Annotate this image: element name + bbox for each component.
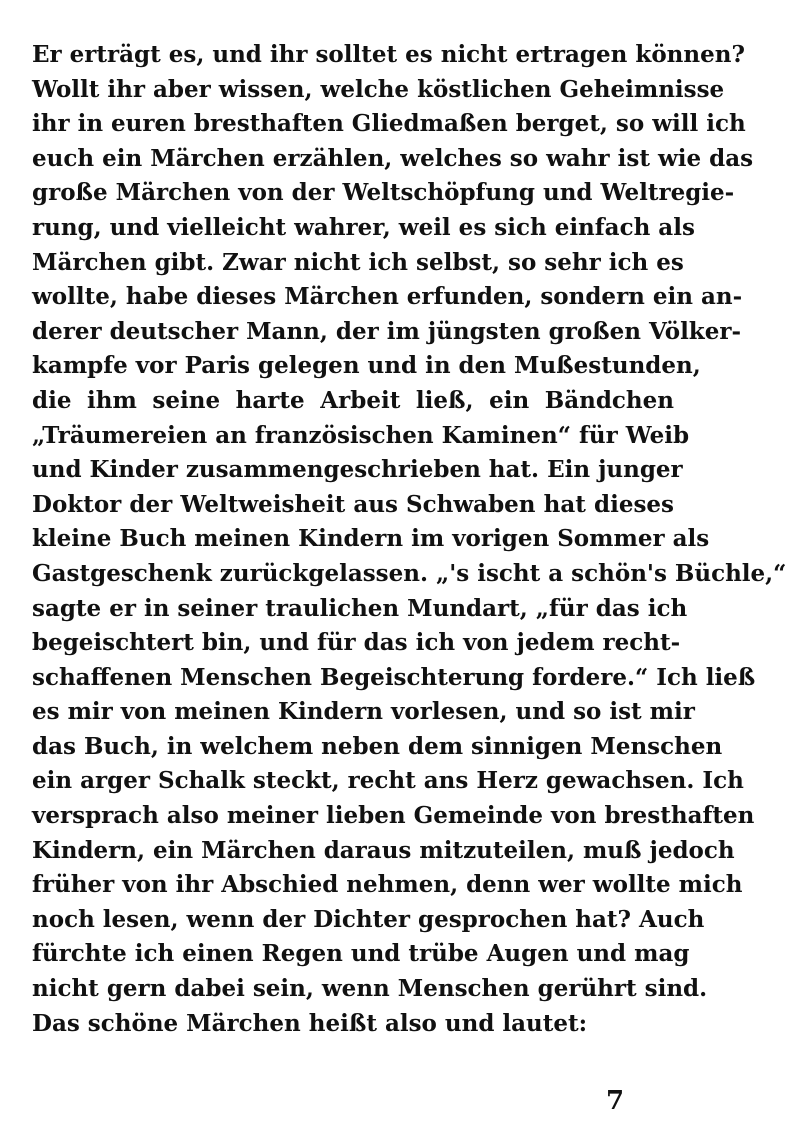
text-line-28: nicht gern dabei sein, wenn Menschen gerührt sind. [32,975,708,1003]
text-line-6: rung, und vielleicht wahrer, weil es sich einfach als [32,213,695,241]
text-line-17: sagte er in seiner traulichen Mundart, „für das ich [32,594,688,622]
text-line-27: fürchte ich einen Regen und trübe Augen und mag [32,940,690,968]
text-line-20: es mir von meinen Kindern vorlesen, und so ist mir [32,698,695,726]
text-line-23: versprach also meiner lieben Gemeinde von bresthaften [32,802,755,830]
text-line-5: große Märchen von der Weltschöpfung und Weltregie- [32,179,735,207]
text-line-2: Wollt ihr aber wissen, welche köstlichen Geheimnisse [32,75,725,103]
body-text [32,38,786,1041]
text-line-12: „Träumereien an französischen Kaminen“ für Weib [32,421,690,449]
text-line-9: derer deutscher Mann, der im jüngsten großen Völker- [32,317,742,345]
text-line-8: wollte, habe dieses Märchen erfunden, sondern ein an- [32,283,743,311]
text-line-4: euch ein Märchen erzählen, welches so wahr ist wie das [32,144,754,172]
text-line-15: kleine Buch meinen Kindern im vorigen Sommer als [32,525,710,553]
text-line-7: Märchen gibt. Zwar nicht ich selbst, so sehr ich es [32,248,684,276]
text-line-16: Gastgeschenk zurückgelassen. „'s ischt a schön's Büchle,“ [32,559,786,587]
text-line-22: ein arger Schalk steckt, recht ans Herz gewachsen. Ich [32,767,744,795]
text-line-29: Das schöne Märchen heißt also und lautet: [32,1009,588,1037]
text-line-11: die ihm seine harte Arbeit ließ, ein Bändchen [32,386,674,414]
text-line-26: noch lesen, wenn der Dichter gesprochen hat? Auch [32,905,705,933]
text-line-13: und Kinder zusammengeschrieben hat. Ein junger [32,456,683,484]
text-line-3: ihr in euren bresthaften Gliedmaßen berget, so will ich [32,110,746,138]
text-line-25: früher von ihr Abschied nehmen, denn wer wollte mich [32,871,743,899]
page-number: 7 [606,1086,625,1116]
text-line-19: schaffenen Menschen Begeischterung fordere.“ Ich ließ [32,663,756,691]
text-line-24: Kindern, ein Märchen daraus mitzuteilen, muß jedoch [32,836,735,864]
text-line-18: begeischtert bin, und für das ich von jedem recht- [32,629,681,657]
text-line-1: Er erträgt es, und ihr solltet es nicht ertragen können? [32,41,745,68]
text-line-21: das Buch, in welchem neben dem sinnigen Menschen [32,732,723,760]
text-line-14: Doktor der Weltweisheit aus Schwaben hat dieses [32,490,674,518]
text-line-10: kampfe vor Paris gelegen und in den Mußestunden, [32,352,701,380]
